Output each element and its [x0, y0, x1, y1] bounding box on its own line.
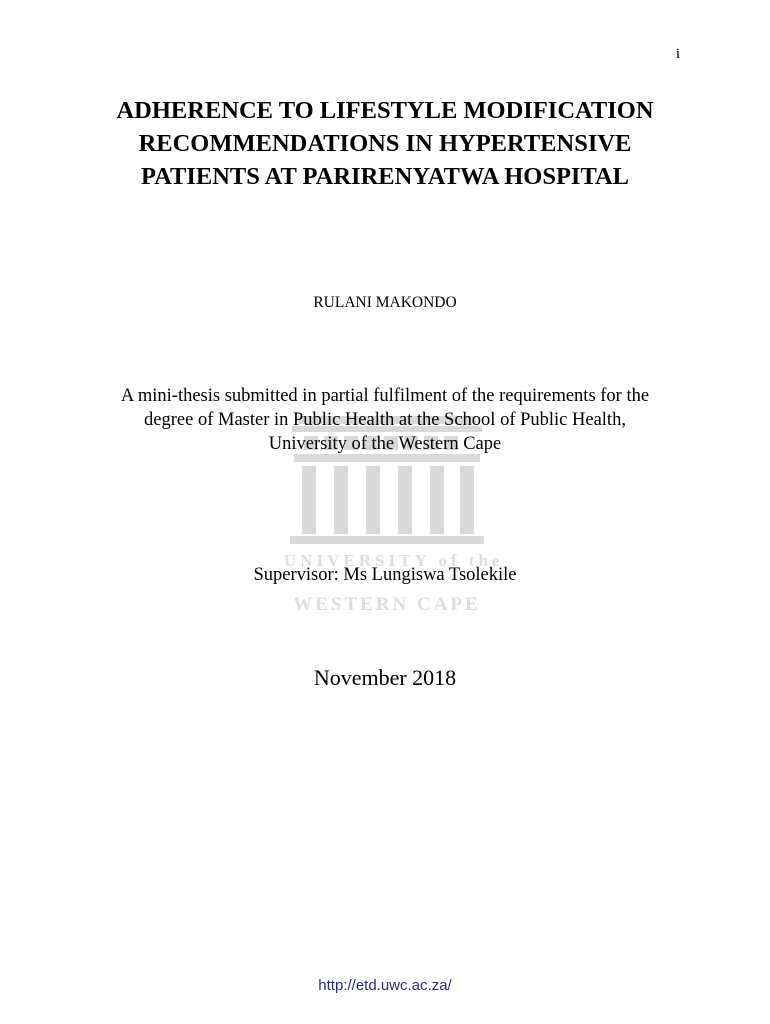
page-number: i	[675, 46, 680, 62]
submission-date: November 2018	[313, 665, 457, 690]
watermark-western-cape-text: WESTERN CAPE	[293, 594, 481, 615]
submission-line-3: University of the Western Cape	[268, 434, 502, 454]
thesis-title-line-2: RECOMMENDATIONS IN HYPERTENSIVE	[138, 130, 632, 157]
submission-line-1: A mini-thesis submitted in partial fulfilment of the requirements for the	[120, 386, 650, 406]
thesis-title-line-3: PATIENTS AT PARIRENYATWA HOSPITAL	[140, 163, 630, 190]
footer-url-link[interactable]: http://etd.uwc.ac.za/	[318, 977, 452, 994]
thesis-title	[0, 94, 770, 193]
thesis-title-line-1: ADHERENCE TO LIFESTYLE MODIFICATION	[116, 97, 654, 124]
submission-statement	[0, 384, 770, 456]
submission-line-2: degree of Master in Public Health at the School of Public Health,	[144, 410, 626, 430]
supervisor-line: Supervisor: Ms Lungiswa Tsolekile	[253, 565, 517, 585]
watermark-university-text: UNIVERSITY of the	[284, 551, 504, 570]
author-name: RULANI MAKONDO	[313, 294, 457, 311]
